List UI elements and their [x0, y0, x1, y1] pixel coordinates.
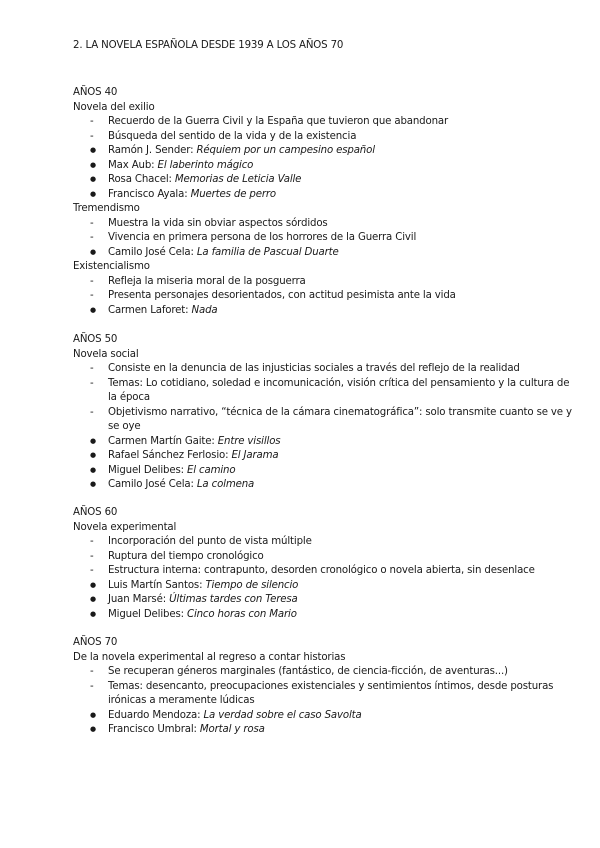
work-title: La colmena — [196, 479, 255, 490]
characteristic-text: Recuerdo de la Guerra Civil y la España que tuvieron que abandonar — [108, 116, 449, 127]
work-item — [73, 608, 573, 623]
work-item — [73, 435, 573, 450]
decade-heading: AÑOS 60 — [73, 507, 118, 518]
bullet-icon — [90, 144, 100, 159]
author-name: Rafael Sánchez Ferlosio: — [108, 450, 229, 461]
author-name: Miguel Delibes: — [108, 464, 184, 476]
decade-section — [73, 86, 573, 318]
author-name: Juan Marsé: — [108, 594, 166, 605]
characteristic-item — [73, 289, 573, 304]
dash-marker-icon — [90, 564, 100, 579]
movement-title: Novela experimental — [73, 521, 177, 533]
characteristic-item — [73, 362, 573, 377]
bullet-icon — [90, 304, 100, 319]
work-title: Últimas tardes con Teresa — [169, 594, 298, 605]
characteristic-text: Muestra la vida sin obviar aspectos sórdidos — [108, 217, 328, 229]
decade-heading: AÑOS 70 — [73, 637, 118, 648]
dash-marker-icon — [90, 275, 100, 290]
characteristic-item — [73, 680, 573, 709]
dash-marker-icon — [90, 550, 100, 565]
decade-section — [73, 636, 573, 738]
characteristic-text: Presenta personajes desorientados, con actitud pesimista ante la vida — [108, 290, 456, 301]
work-title: Tiempo de silencio — [205, 579, 299, 591]
work-item — [73, 246, 573, 261]
characteristic-item — [73, 275, 573, 290]
author-name: Carmen Laforet: — [108, 304, 189, 316]
decade-heading: AÑOS 50 — [73, 334, 118, 345]
work-title: Cinco horas con Mario — [186, 608, 297, 620]
work-title: El camino — [186, 464, 236, 476]
author-name: Eduardo Mendoza: — [108, 709, 201, 721]
decade-section — [73, 506, 573, 622]
characteristic-text: Ruptura del tiempo cronológico — [108, 550, 264, 562]
work-title: Nada — [191, 304, 218, 316]
work-title: El Jarama — [231, 450, 279, 461]
bullet-icon — [90, 464, 100, 479]
movement-title: Existencialismo — [73, 261, 150, 272]
characteristic-text: Se recuperan géneros marginales (fantástico, de ciencia-ficción, de aventuras...) — [108, 666, 508, 677]
characteristic-text: Refleja la miseria moral de la posguerra — [108, 275, 306, 287]
work-title: Muertes de perro — [190, 188, 277, 200]
dash-marker-icon — [90, 217, 100, 232]
author-name: Luis Martín Santos: — [108, 579, 203, 591]
work-item — [73, 173, 573, 188]
dash-marker-icon — [90, 289, 100, 304]
bullet-icon — [90, 593, 100, 608]
dash-marker-icon — [90, 535, 100, 550]
characteristic-text: Temas: desencanto, preocupaciones existenciales y sentimientos íntimos, desde posturas irónicas a meramente lúdicas — [108, 680, 554, 706]
dash-marker-icon — [90, 362, 100, 377]
work-item — [73, 464, 573, 479]
work-item — [73, 478, 573, 493]
author-name: Carmen Martín Gaite: — [108, 435, 215, 447]
characteristic-item — [73, 535, 573, 550]
characteristic-text: Consiste en la denuncia de las injusticias sociales a través del reflejo de la realidad — [108, 363, 520, 374]
work-item — [73, 188, 573, 203]
author-name: Max Aub: — [108, 159, 155, 171]
work-item — [73, 144, 573, 159]
work-title: La verdad sobre el caso Savolta — [203, 709, 362, 721]
bullet-icon — [90, 173, 100, 188]
work-item — [73, 709, 573, 724]
dash-marker-icon — [90, 665, 100, 680]
characteristic-item — [73, 665, 573, 680]
dash-marker-icon — [90, 406, 100, 421]
author-name: Camilo José Cela: — [108, 479, 194, 490]
characteristic-text: Estructura interna: contrapunto, desorden cronológico o novela abierta, sin desenlace — [108, 565, 535, 576]
characteristic-item — [73, 550, 573, 565]
bullet-icon — [90, 478, 100, 493]
movement-title: De la novela experimental al regreso a contar historias — [73, 651, 346, 663]
bullet-icon — [90, 159, 100, 174]
feature-list — [73, 362, 573, 493]
characteristic-item — [73, 377, 573, 406]
characteristic-item — [73, 406, 573, 435]
work-title: La familia de Pascual Duarte — [196, 246, 339, 258]
characteristic-text: Objetivismo narrativo, “técnica de la cámara cinematográfica”: solo transmite cuanto se ve y se oye — [108, 406, 572, 432]
feature-list — [73, 535, 573, 622]
dash-marker-icon — [90, 377, 100, 392]
bullet-icon — [90, 435, 100, 450]
work-title: Memorias de Leticia Valle — [174, 174, 302, 185]
characteristic-item — [73, 564, 573, 579]
bullet-icon — [90, 709, 100, 724]
work-item — [73, 449, 573, 464]
dash-marker-icon — [90, 130, 100, 145]
author-name: Miguel Delibes: — [108, 608, 184, 620]
work-item — [73, 159, 573, 174]
movement-title: Novela del exilio — [73, 101, 155, 113]
movement-title: Tremendismo — [73, 203, 140, 214]
decade-heading: AÑOS 40 — [73, 87, 118, 98]
bullet-icon — [90, 608, 100, 623]
bullet-icon — [90, 579, 100, 594]
characteristic-text: Incorporación del punto de vista múltiple — [108, 536, 312, 547]
characteristic-item — [73, 217, 573, 232]
author-name: Rosa Chacel: — [108, 174, 172, 185]
work-title: El laberinto mágico — [157, 159, 254, 171]
dash-marker-icon — [90, 231, 100, 246]
author-name: Francisco Ayala: — [108, 188, 188, 200]
characteristic-text: Temas: Lo cotidiano, soledad e incomunicación, visión crítica del pensamiento y la cultura de la época — [108, 377, 570, 403]
bullet-icon — [90, 246, 100, 261]
feature-list — [73, 217, 573, 261]
dash-marker-icon — [90, 680, 100, 695]
bullet-icon — [90, 723, 100, 738]
work-item — [73, 579, 573, 594]
work-item — [73, 593, 573, 608]
movement-title: Novela social — [73, 348, 139, 360]
author-name: Ramón J. Sender: — [108, 145, 194, 156]
work-title: Réquiem por un campesino español — [196, 145, 375, 156]
feature-list — [73, 115, 573, 202]
work-item — [73, 723, 573, 738]
characteristic-item — [73, 130, 573, 145]
document-title: 2. LA NOVELA ESPAÑOLA DESDE 1939 A LOS AÑOS 70 — [73, 40, 344, 51]
bullet-icon — [90, 188, 100, 203]
characteristic-text: Búsqueda del sentido de la vida y de la existencia — [108, 130, 357, 142]
decade-section — [73, 333, 573, 493]
feature-list — [73, 665, 573, 738]
dash-marker-icon — [90, 115, 100, 130]
feature-list — [73, 275, 573, 319]
characteristic-item — [73, 231, 573, 246]
work-title: Mortal y rosa — [199, 724, 265, 735]
author-name: Camilo José Cela: — [108, 246, 194, 258]
work-title: Entre visillos — [217, 435, 281, 447]
characteristic-item — [73, 115, 573, 130]
bullet-icon — [90, 449, 100, 464]
author-name: Francisco Umbral: — [108, 724, 197, 735]
work-item — [73, 304, 573, 319]
characteristic-text: Vivencia en primera persona de los horrores de la Guerra Civil — [108, 232, 417, 243]
